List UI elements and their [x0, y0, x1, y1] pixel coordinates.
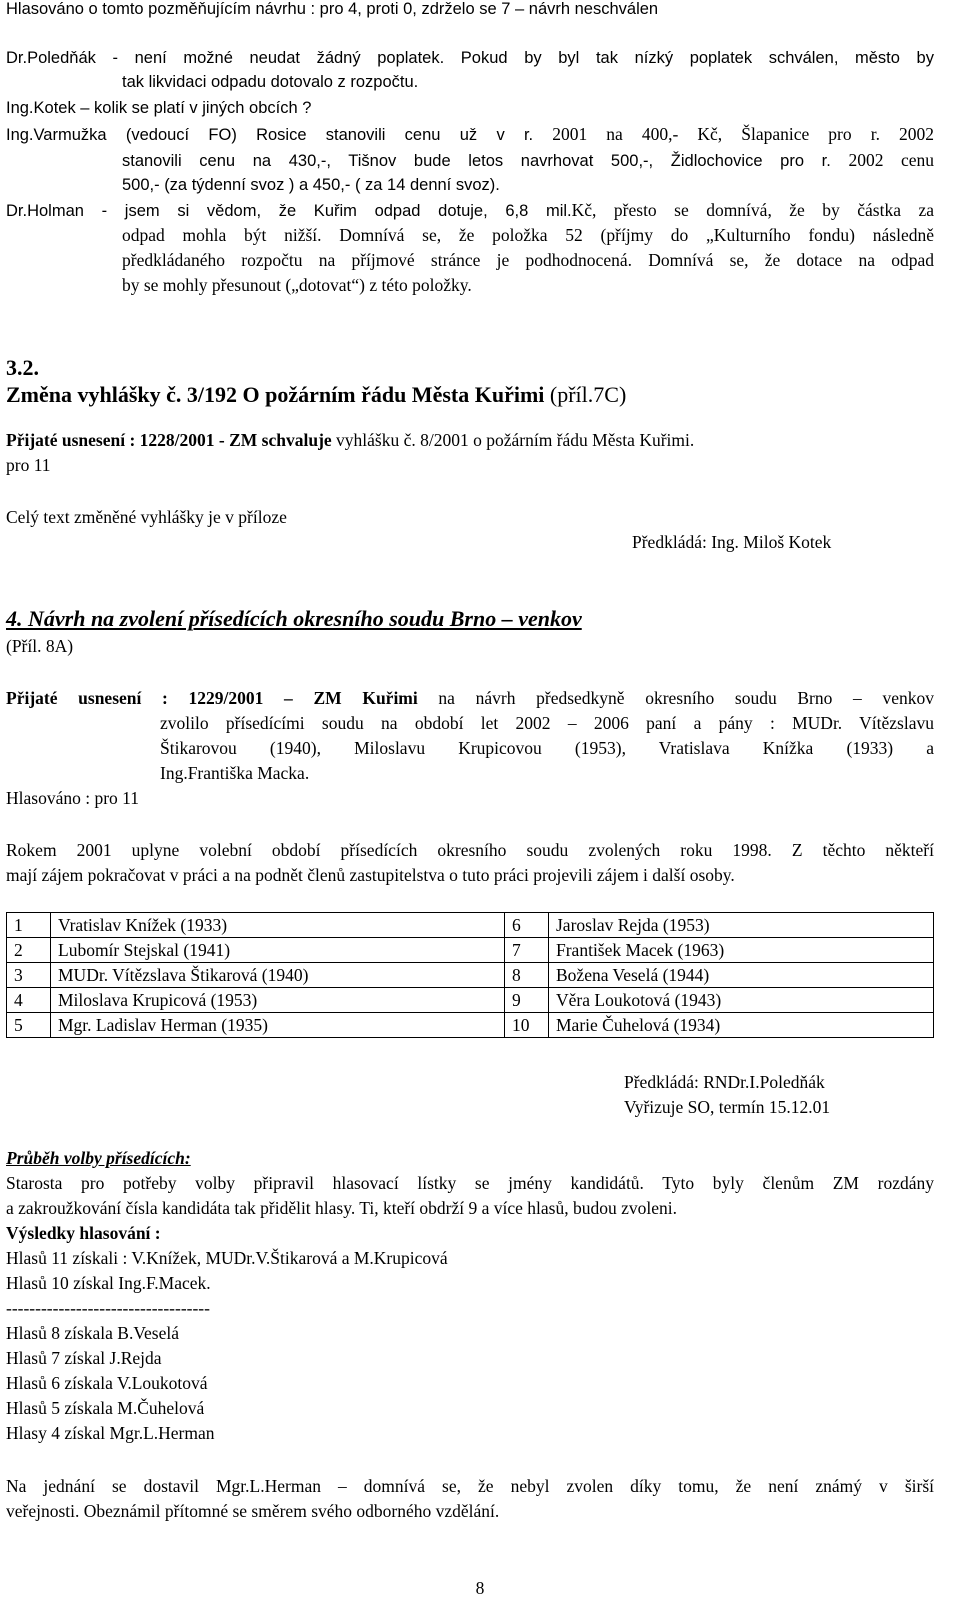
section-4-resolution-2: zvolilo přísedícími soudu na období let 2002 – 2006 paní a pány : MUDr. Vítězslavu	[160, 713, 934, 733]
table-row	[7, 913, 934, 938]
holman-line-2: odpad mohla být nižší. Domnívá se, že položka 52 (příjmy do „Kulturního fondu) následně	[122, 225, 934, 245]
candidates-table	[6, 912, 934, 1038]
table-row	[7, 1013, 934, 1038]
candidate-number: 2	[7, 938, 51, 963]
table-row	[7, 938, 934, 963]
candidate-name: Božena Veselá (1944)	[549, 963, 934, 988]
result-line: -----------------------------------	[6, 1298, 210, 1318]
result-line: Hlasů 6 získala V.Loukotová	[6, 1373, 208, 1393]
section-3-2-number: 3.2.	[6, 355, 39, 380]
results-title: Výsledky hlasování :	[6, 1223, 161, 1243]
vote-line: Hlasováno o tomto pozměňujícím návrhu : pro 4, proti 0, zdrželo se 7 – návrh neschválen	[6, 0, 659, 18]
section-4-submitter: Předkládá: RNDr.I.Poledňák	[624, 1072, 825, 1092]
section-4-title: 4. Návrh na zvolení přísedících okresního soudu Brno – venkov	[6, 606, 582, 631]
process-title: Průběh volby přísedících:	[6, 1148, 191, 1168]
candidate-number: 3	[7, 963, 51, 988]
section-4-vote: Hlasováno : pro 11	[6, 788, 140, 808]
candidate-number: 7	[505, 938, 549, 963]
candidate-name: Jaroslav Rejda (1953)	[549, 913, 934, 938]
candidate-name: MUDr. Vítězslava Štikarová (1940)	[51, 963, 505, 988]
section-4-paragraph-1: Rokem 2001 uplyne volební období přísedících okresního soudu zvolených roku 1998. Z těchto někteří	[6, 840, 934, 860]
section-3-2-vote: pro 11	[6, 455, 51, 475]
candidate-name: Marie Čuhelová (1934)	[549, 1013, 934, 1038]
candidate-number: 9	[505, 988, 549, 1013]
varmuzka-line-1: Ing.Varmužka (vedoucí FO) Rosice stanovili cenu už v r. 2001 na 400,- Kč, Šlapanice pro r. 2002	[6, 124, 935, 144]
section-4-resolution-1: Přijaté usnesení : 1229/2001 – ZM Kuřimi na návrh předsedkyně okresního soudu Brno – venkov	[6, 688, 934, 708]
section-3-2-title: Změna vyhlášky č. 3/192 O požárním řádu Města Kuřimi (příl.7C)	[6, 382, 627, 407]
table-row	[7, 988, 934, 1013]
varmuzka-line-2: stanovili cenu na 430,-, Tišnov bude letos navrhovat 500,-, Židlochovice pro r. 2002 cenu	[122, 150, 934, 170]
result-line: Hlasů 11 získali : V.Knížek, MUDr.V.Štikarová a M.Krupicová	[6, 1248, 448, 1268]
section-3-2-resolution: Přijaté usnesení : 1228/2001 - ZM schvaluje vyhlášku č. 8/2001 o požárním řádu Města Kuřimi.	[6, 430, 695, 450]
section-4-handler: Vyřizuje SO, termín 15.12.01	[624, 1097, 831, 1117]
candidate-name: Lubomír Stejskal (1941)	[51, 938, 505, 963]
candidate-name: Mgr. Ladislav Herman (1935)	[51, 1013, 505, 1038]
result-line: Hlasů 7 získal J.Rejda	[6, 1348, 162, 1368]
candidate-name: František Macek (1963)	[549, 938, 934, 963]
section-3-2-note: Celý text změněné vyhlášky je v příloze	[6, 507, 287, 527]
candidate-name: Věra Loukotová (1943)	[549, 988, 934, 1013]
section-3-2-submitter: Předkládá: Ing. Miloš Kotek	[632, 532, 832, 552]
section-4-annex: (Příl. 8A)	[6, 636, 74, 656]
section-4-paragraph-2: mají zájem pokračovat v práci a na podnět členů zastupitelstva o tuto práci projevili zájem i další osoby.	[6, 865, 735, 885]
result-line: Hlasů 5 získala M.Čuhelová	[6, 1398, 205, 1418]
candidate-name: Vratislav Knížek (1933)	[51, 913, 505, 938]
result-line: Hlasy 4 získal Mgr.L.Herman	[6, 1423, 215, 1443]
holman-line-4: by se mohly přesunout („dotovat“) z této položky.	[122, 275, 472, 295]
candidate-number: 10	[505, 1013, 549, 1038]
table-row	[7, 963, 934, 988]
process-line-1: Starosta pro potřeby volby připravil hlasovací lístky se jmény kandidátů. Tyto byly členům ZM rozdány	[6, 1173, 934, 1193]
holman-line-1: Dr.Holman - jsem si vědom, že Kuřim odpad dotuje, 6,8 mil.Kč, přesto se domnívá, že by částka za	[6, 200, 934, 220]
result-line: Hlasů 8 získala B.Veselá	[6, 1323, 180, 1343]
page-number: 8	[475, 1578, 485, 1598]
candidate-number: 1	[7, 913, 51, 938]
candidate-number: 8	[505, 963, 549, 988]
candidate-number: 6	[505, 913, 549, 938]
closing-line-2: veřejnosti. Obeznámil přítomné se směrem svého odborného vzdělání.	[6, 1501, 500, 1521]
holman-line-3: předkládaného rozpočtu na příjmové stránce je podhodnocená. Domnívá se, že dotace na odpad	[122, 250, 934, 270]
candidate-number: 5	[7, 1013, 51, 1038]
closing-line-1: Na jednání se dostavil Mgr.L.Herman – domnívá se, že nebyl zvolen díky tomu, že není známý v širší	[6, 1476, 934, 1496]
candidate-name: Miloslava Krupicová (1953)	[51, 988, 505, 1013]
result-line: Hlasů 10 získal Ing.F.Macek.	[6, 1273, 211, 1293]
poledniak-line-1: Dr.Poledňák - není možné neudat žádný poplatek. Pokud by byl tak nízký poplatek schválen, město by	[6, 49, 934, 67]
section-4-resolution-4: Ing.Františka Macka.	[160, 763, 310, 783]
poledniak-line-2: tak likvidaci odpadu dotovalo z rozpočtu.	[122, 73, 419, 91]
kotek-line: Ing.Kotek – kolik se platí v jiných obcích ?	[6, 99, 312, 117]
process-line-2: a zakroužkování čísla kandidáta tak přidělit hlasy. Ti, kteří obdrží 9 a více hlasů, budou zvoleni.	[6, 1198, 677, 1218]
varmuzka-line-3: 500,- (za týdenní svoz ) a 450,- ( za 14 denní svoz).	[122, 176, 500, 194]
candidate-number: 4	[7, 988, 51, 1013]
section-4-resolution-3: Štikarovou (1940), Miloslavu Krupicovou (1953), Vratislava Knížka (1933) a	[160, 738, 934, 758]
